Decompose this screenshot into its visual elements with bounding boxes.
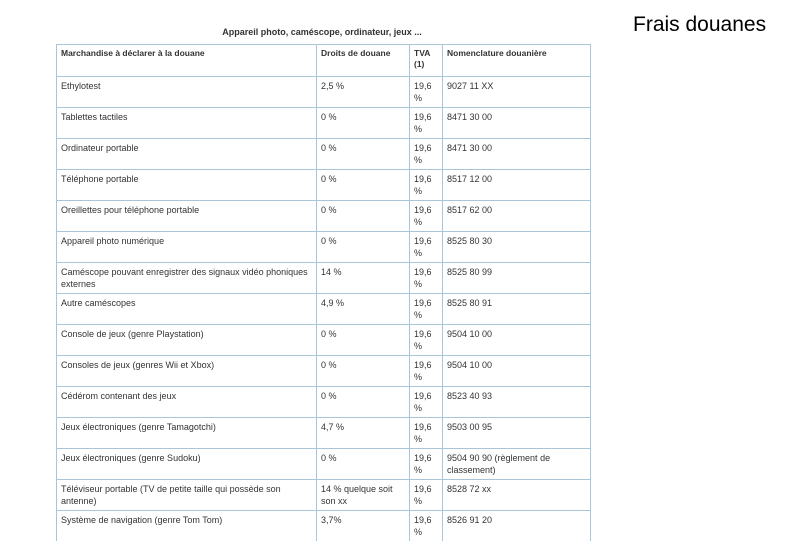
table-row bbox=[57, 263, 591, 294]
table-row bbox=[57, 77, 591, 108]
cell-merchandise: Appareil photo numérique bbox=[57, 232, 317, 263]
table-row bbox=[57, 418, 591, 449]
cell-merchandise: Caméscope pouvant enregistrer des signaux vidéo phoniques externes bbox=[57, 263, 317, 294]
cell-merchandise: Système de navigation (genre Tom Tom) bbox=[57, 511, 317, 541]
cell-nomenclature: 8528 72 xx bbox=[443, 480, 591, 511]
cell-nomenclature: 9504 10 00 bbox=[443, 325, 591, 356]
cell-vat: 19,6 % bbox=[410, 294, 443, 325]
header-vat: TVA (1) bbox=[410, 45, 443, 77]
cell-vat: 19,6 % bbox=[410, 139, 443, 170]
cell-vat: 19,6 % bbox=[410, 201, 443, 232]
cell-duty: 4,9 % bbox=[317, 294, 410, 325]
cell-vat: 19,6 % bbox=[410, 356, 443, 387]
cell-merchandise: Ordinateur portable bbox=[57, 139, 317, 170]
cell-duty: 0 % bbox=[317, 356, 410, 387]
table-row bbox=[57, 201, 591, 232]
cell-merchandise: Ethylotest bbox=[57, 77, 317, 108]
cell-merchandise: Jeux électroniques (genre Sudoku) bbox=[57, 449, 317, 480]
cell-duty: 14 % quelque soit son xx bbox=[317, 480, 410, 511]
cell-vat: 19,6 % bbox=[410, 449, 443, 480]
table-row bbox=[57, 325, 591, 356]
table-row bbox=[57, 232, 591, 263]
table-row bbox=[57, 387, 591, 418]
cell-vat: 19,6 % bbox=[410, 77, 443, 108]
cell-vat: 19,6 % bbox=[410, 418, 443, 449]
table-row bbox=[57, 139, 591, 170]
cell-merchandise: Cédérom contenant des jeux bbox=[57, 387, 317, 418]
table-row bbox=[57, 480, 591, 511]
cell-vat: 19,6 % bbox=[410, 263, 443, 294]
header-duty: Droits de douane bbox=[317, 45, 410, 77]
cell-merchandise: Console de jeux (genre Playstation) bbox=[57, 325, 317, 356]
cell-nomenclature: 8525 80 99 bbox=[443, 263, 591, 294]
cell-merchandise: Autre caméscopes bbox=[57, 294, 317, 325]
cell-merchandise: Téléphone portable bbox=[57, 170, 317, 201]
cell-duty: 0 % bbox=[317, 449, 410, 480]
cell-nomenclature: 8517 12 00 bbox=[443, 170, 591, 201]
cell-vat: 19,6 % bbox=[410, 480, 443, 511]
cell-nomenclature: 8517 62 00 bbox=[443, 201, 591, 232]
cell-vat: 19,6 % bbox=[410, 511, 443, 541]
cell-vat: 19,6 % bbox=[410, 108, 443, 139]
cell-merchandise: Consoles de jeux (genres Wii et Xbox) bbox=[57, 356, 317, 387]
cell-nomenclature: 9503 00 95 bbox=[443, 418, 591, 449]
header-nomenclature: Nomenclature douanière bbox=[443, 45, 591, 77]
cell-nomenclature: 9504 90 90 (règlement de classement) bbox=[443, 449, 591, 480]
table-header-row bbox=[57, 45, 591, 77]
cell-duty: 4,7 % bbox=[317, 418, 410, 449]
cell-merchandise: Téléviseur portable (TV de petite taille qui possède son antenne) bbox=[57, 480, 317, 511]
cell-duty: 2,5 % bbox=[317, 77, 410, 108]
cell-nomenclature: 8523 40 93 bbox=[443, 387, 591, 418]
table-caption: Appareil photo, caméscope, ordinateur, jeux ... bbox=[222, 27, 422, 37]
cell-nomenclature: 8525 80 91 bbox=[443, 294, 591, 325]
cell-duty: 0 % bbox=[317, 201, 410, 232]
cell-merchandise: Oreillettes pour téléphone portable bbox=[57, 201, 317, 232]
cell-vat: 19,6 % bbox=[410, 387, 443, 418]
corner-title: Frais douanes bbox=[633, 13, 767, 36]
table-row bbox=[57, 449, 591, 480]
cell-duty: 0 % bbox=[317, 325, 410, 356]
cell-merchandise: Jeux électroniques (genre Tamagotchi) bbox=[57, 418, 317, 449]
cell-duty: 0 % bbox=[317, 232, 410, 263]
table-row bbox=[57, 511, 591, 541]
cell-nomenclature: 8526 91 20 bbox=[443, 511, 591, 541]
table-row bbox=[57, 170, 591, 201]
customs-duties-table bbox=[56, 44, 591, 541]
table-row bbox=[57, 108, 591, 139]
header-merchandise: Marchandise à déclarer à la douane bbox=[57, 45, 317, 77]
cell-vat: 19,6 % bbox=[410, 325, 443, 356]
cell-duty: 0 % bbox=[317, 170, 410, 201]
cell-merchandise: Tablettes tactiles bbox=[57, 108, 317, 139]
cell-duty: 0 % bbox=[317, 108, 410, 139]
cell-duty: 14 % bbox=[317, 263, 410, 294]
cell-nomenclature: 9504 10 00 bbox=[443, 356, 591, 387]
cell-nomenclature: 9027 11 XX bbox=[443, 77, 591, 108]
cell-duty: 0 % bbox=[317, 387, 410, 418]
cell-nomenclature: 8471 30 00 bbox=[443, 108, 591, 139]
cell-duty: 3,7% bbox=[317, 511, 410, 541]
table-row bbox=[57, 294, 591, 325]
cell-duty: 0 % bbox=[317, 139, 410, 170]
cell-nomenclature: 8525 80 30 bbox=[443, 232, 591, 263]
table-row bbox=[57, 356, 591, 387]
cell-vat: 19,6 % bbox=[410, 232, 443, 263]
cell-nomenclature: 8471 30 00 bbox=[443, 139, 591, 170]
cell-vat: 19,6 % bbox=[410, 170, 443, 201]
